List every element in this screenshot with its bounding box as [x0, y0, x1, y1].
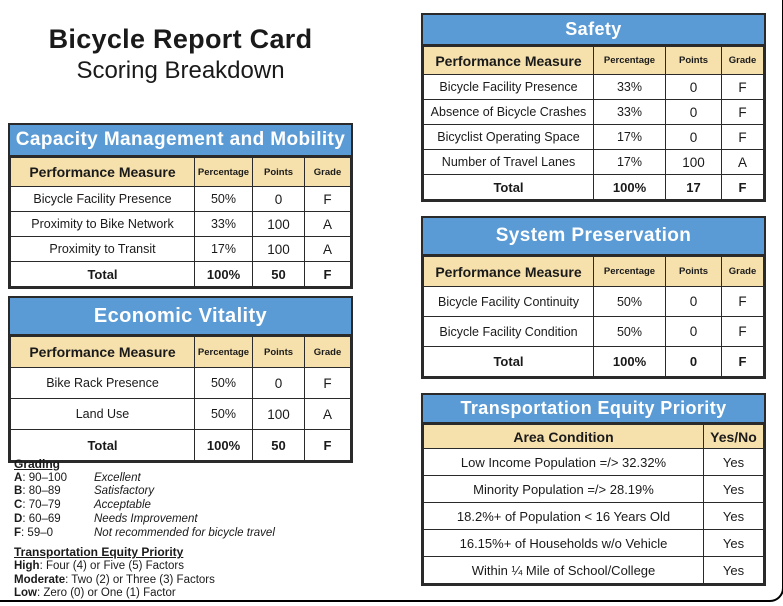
equity-priority-legend-item	[14, 587, 374, 601]
safety-header-row	[424, 47, 764, 75]
yes-no-cell: Yes	[704, 557, 764, 584]
percentage-cell: 17%	[594, 150, 666, 175]
column-header-measure: Performance Measure	[11, 158, 195, 187]
points-cell: 0	[666, 317, 722, 347]
points-cell: 0	[253, 187, 305, 212]
total-grade-cell: F	[722, 347, 764, 377]
measure-cell: Bicycle Facility Continuity	[424, 287, 594, 317]
priority-level: Moderate	[14, 573, 66, 586]
priority-description: : Zero (0) or One (1) Factor	[37, 587, 176, 600]
safety-data-grid	[423, 46, 764, 200]
column-header-measure: Performance Measure	[424, 47, 594, 75]
economic-vitality-table	[8, 296, 353, 463]
safety-total-row	[424, 175, 764, 200]
points-cell: 100	[253, 399, 305, 430]
total-label-cell: Total	[11, 430, 195, 461]
grade-letter: C	[14, 499, 23, 512]
system-header-row	[424, 257, 764, 287]
points-cell: 0	[253, 368, 305, 399]
column-header-yes-no: Yes/No	[704, 425, 764, 449]
grade-cell: F	[305, 368, 351, 399]
points-cell: 0	[666, 125, 722, 150]
column-header-grade: Grade	[722, 257, 764, 287]
points-cell: 100	[253, 237, 305, 262]
total-percentage-cell: 100%	[594, 347, 666, 377]
grade-letter: A	[14, 471, 23, 484]
column-header-measure: Performance Measure	[424, 257, 594, 287]
grade-description: Excellent	[94, 471, 141, 484]
priority-description: : Four (4) or Five (5) Factors	[39, 559, 184, 572]
points-cell: 0	[666, 287, 722, 317]
percentage-cell: 50%	[195, 187, 253, 212]
percentage-cell: 50%	[195, 368, 253, 399]
grade-range-text: : 60–69	[22, 512, 61, 525]
points-cell: 100	[666, 150, 722, 175]
total-points-cell: 17	[666, 175, 722, 200]
total-label-cell: Total	[11, 262, 195, 287]
grade-cell: F	[722, 125, 764, 150]
column-header-grade: Grade	[305, 158, 351, 187]
yes-no-cell: Yes	[704, 503, 764, 530]
measure-cell: Bike Rack Presence	[11, 368, 195, 399]
table-row	[424, 100, 764, 125]
table-row	[424, 317, 764, 347]
grade-range-text: : 90–100	[22, 471, 68, 484]
area-condition-cell: Low Income Population =/> 32.32%	[424, 449, 704, 476]
column-header-percentage: Percentage	[195, 158, 253, 187]
grade-cell: F	[305, 187, 351, 212]
percentage-cell: 17%	[195, 237, 253, 262]
priority-level: Low	[14, 587, 37, 600]
measure-cell: Proximity to Transit	[11, 237, 195, 262]
grade-cell: F	[722, 317, 764, 347]
total-grade-cell: F	[305, 430, 351, 461]
grade-range	[14, 513, 94, 527]
equity-priority-legend-item	[14, 574, 374, 588]
table-row	[424, 503, 764, 530]
measure-cell: Bicycle Facility Presence	[424, 75, 594, 100]
grade-range	[14, 485, 94, 499]
grade-range-text: : 70–79	[22, 499, 61, 512]
grade-range	[14, 527, 94, 541]
grade-cell: A	[305, 399, 351, 430]
total-points-cell: 0	[666, 347, 722, 377]
total-grade-cell: F	[722, 175, 764, 200]
grading-legend-heading: Grading	[14, 457, 61, 471]
points-cell: 0	[666, 75, 722, 100]
column-header-grade: Grade	[305, 337, 351, 368]
grading-legend-item	[14, 527, 374, 541]
capacity-data-grid	[10, 157, 351, 287]
measure-cell: Bicycle Facility Condition	[424, 317, 594, 347]
measure-cell: Bicycle Facility Presence	[11, 187, 195, 212]
percentage-cell: 50%	[594, 287, 666, 317]
percentage-cell: 50%	[195, 399, 253, 430]
grade-cell: F	[722, 287, 764, 317]
total-label-cell: Total	[424, 175, 594, 200]
column-header-percentage: Percentage	[594, 47, 666, 75]
capacity-table	[8, 123, 353, 289]
points-cell: 0	[666, 100, 722, 125]
safety-table-title: Safety	[423, 15, 764, 46]
page-title-line1: Bicycle Report Card	[48, 24, 313, 54]
area-condition-cell: Minority Population =/> 28.19%	[424, 476, 704, 503]
points-cell: 100	[253, 212, 305, 237]
economic-table-title: Economic Vitality	[10, 298, 351, 336]
grade-description: Needs Improvement	[94, 512, 198, 525]
column-header-points: Points	[253, 337, 305, 368]
grade-range	[14, 499, 94, 513]
measure-cell: Proximity to Bike Network	[11, 212, 195, 237]
economic-total-row	[11, 430, 351, 461]
measure-cell: Bicyclist Operating Space	[424, 125, 594, 150]
table-row	[424, 125, 764, 150]
table-row	[424, 530, 764, 557]
total-percentage-cell: 100%	[195, 430, 253, 461]
yes-no-cell: Yes	[704, 449, 764, 476]
column-header-percentage: Percentage	[195, 337, 253, 368]
grade-range-text: : 80–89	[22, 485, 61, 498]
yes-no-cell: Yes	[704, 530, 764, 557]
total-points-cell: 50	[253, 262, 305, 287]
priority-description: : Two (2) or Three (3) Factors	[65, 573, 215, 586]
grade-cell: A	[722, 150, 764, 175]
total-points-cell: 50	[253, 430, 305, 461]
priority-level: High	[14, 559, 40, 572]
table-row	[424, 150, 764, 175]
grade-cell: A	[305, 212, 351, 237]
equity-priority-table	[421, 393, 766, 586]
grade-range	[14, 472, 94, 486]
column-header-measure: Performance Measure	[11, 337, 195, 368]
area-condition-cell: Within ¼ Mile of School/College	[424, 557, 704, 584]
safety-table	[421, 13, 766, 202]
column-header-points: Points	[666, 47, 722, 75]
capacity-total-row	[11, 262, 351, 287]
page-title	[8, 24, 353, 85]
footnotes	[14, 458, 374, 601]
equity-priority-legend-heading: Transportation Equity Priority	[14, 545, 184, 560]
column-header-percentage: Percentage	[594, 257, 666, 287]
total-grade-cell: F	[305, 262, 351, 287]
table-row	[424, 75, 764, 100]
yes-no-cell: Yes	[704, 476, 764, 503]
grade-description: Satisfactory	[94, 485, 155, 498]
equity-priority-legend-item	[14, 560, 374, 574]
table-row	[11, 368, 351, 399]
page-title-line2: Scoring Breakdown	[76, 57, 285, 84]
column-header-points: Points	[253, 158, 305, 187]
equity-header-row	[424, 425, 764, 449]
total-label-cell: Total	[424, 347, 594, 377]
column-header-area-condition: Area Condition	[424, 425, 704, 449]
area-condition-cell: 16.15%+ of Households w/o Vehicle	[424, 530, 704, 557]
table-row	[424, 287, 764, 317]
percentage-cell: 17%	[594, 125, 666, 150]
grade-cell: A	[305, 237, 351, 262]
column-header-points: Points	[666, 257, 722, 287]
measure-cell: Number of Travel Lanes	[424, 150, 594, 175]
system-preservation-table	[421, 216, 766, 379]
grade-cell: F	[722, 75, 764, 100]
column-header-grade: Grade	[722, 47, 764, 75]
measure-cell: Land Use	[11, 399, 195, 430]
economic-data-grid	[10, 336, 351, 461]
equity-data-grid	[423, 424, 764, 584]
grade-letter: D	[14, 512, 23, 525]
table-row	[11, 399, 351, 430]
percentage-cell: 33%	[195, 212, 253, 237]
table-row	[424, 557, 764, 584]
capacity-header-row	[11, 158, 351, 187]
percentage-cell: 33%	[594, 100, 666, 125]
grade-description: Acceptable	[94, 499, 151, 512]
percentage-cell: 50%	[594, 317, 666, 347]
grading-legend-item	[14, 513, 374, 527]
grade-letter: F	[14, 526, 22, 539]
table-row	[11, 237, 351, 262]
table-row	[424, 476, 764, 503]
total-percentage-cell: 100%	[594, 175, 666, 200]
grade-cell: F	[722, 100, 764, 125]
table-row	[11, 187, 351, 212]
table-row	[11, 212, 351, 237]
grading-legend-item	[14, 499, 374, 513]
grading-legend-item	[14, 472, 374, 486]
grade-range-text: : 59–0	[21, 526, 54, 539]
equity-table-title: Transportation Equity Priority	[423, 395, 764, 424]
area-condition-cell: 18.2%+ of Population < 16 Years Old	[424, 503, 704, 530]
grade-description: Not recommended for bicycle travel	[94, 526, 275, 539]
system-data-grid	[423, 256, 764, 377]
system-total-row	[424, 347, 764, 377]
grade-letter: B	[14, 485, 23, 498]
grading-legend-item	[14, 485, 374, 499]
percentage-cell: 33%	[594, 75, 666, 100]
economic-header-row	[11, 337, 351, 368]
total-percentage-cell: 100%	[195, 262, 253, 287]
system-table-title: System Preservation	[423, 218, 764, 256]
measure-cell: Absence of Bicycle Crashes	[424, 100, 594, 125]
table-row	[424, 449, 764, 476]
capacity-table-title: Capacity Management and Mobility	[10, 125, 351, 157]
